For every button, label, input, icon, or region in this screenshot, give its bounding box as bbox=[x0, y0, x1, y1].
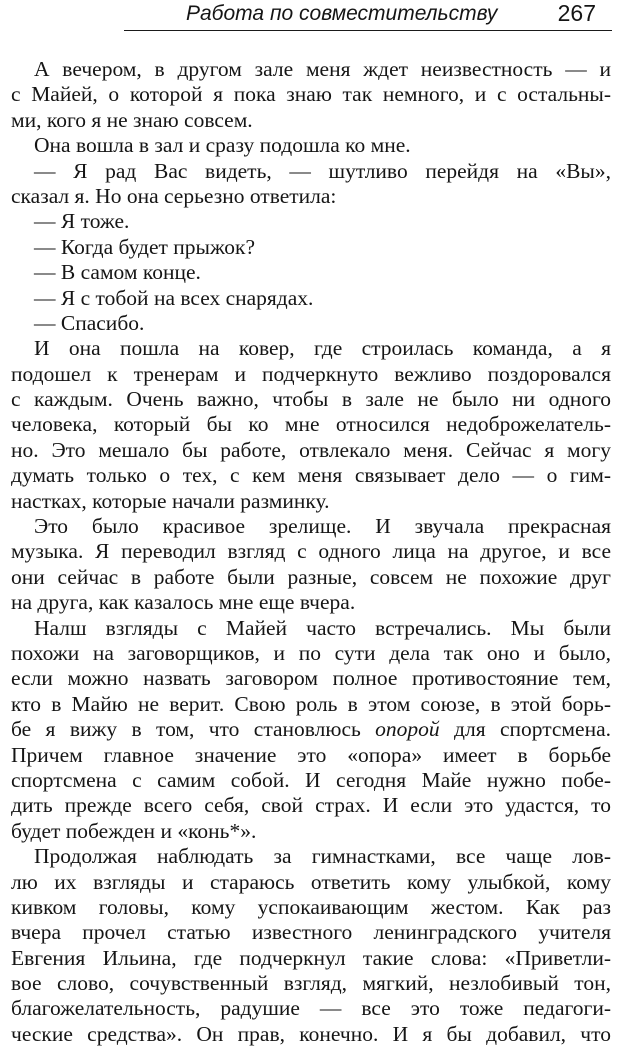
text-line: кивком головы, кому успокаивающим жестом. Как раз bbox=[11, 894, 611, 919]
text-line: похожи на заговорщиков, и по сути дела так оно и было, bbox=[11, 640, 611, 665]
header-rule bbox=[124, 30, 612, 31]
text-line: благожелательность, радушие — все это тоже педагоги- bbox=[11, 996, 611, 1021]
text-line: будет побежден и «конь*». bbox=[11, 818, 257, 843]
emphasized-word: опорой bbox=[375, 717, 440, 742]
running-title: Работа по совместительству bbox=[186, 2, 498, 25]
page-number: 267 bbox=[557, 0, 596, 26]
text-line: — Когда будет прыжок? bbox=[34, 234, 256, 259]
text-line: — В самом конце. bbox=[34, 260, 201, 285]
text-line: Это было красивое зрелище. И звучала прекрасная bbox=[34, 514, 611, 539]
text-line: на друга, как казалось мне еще вчера. bbox=[11, 590, 356, 615]
text-line: думать только о тех, с кем меня связывает дело — о гим- bbox=[11, 463, 611, 488]
text-line: Она вошла в зал и сразу подошла ко мне. bbox=[34, 133, 411, 158]
text-line: бе я вижу в том, что становлюсь опорой для спортсмена. bbox=[11, 717, 611, 742]
text-line: ми, кого я не знаю совсем. bbox=[11, 107, 253, 132]
text-line: вчера прочел статью известного ленинградского учителя bbox=[11, 920, 611, 945]
text-line: — Спасибо. bbox=[34, 310, 145, 335]
text-line: они сейчас в работе были разные, совсем не похожие друг bbox=[11, 564, 611, 589]
text-line: И она пошла на ковер, где строилась команда, а я bbox=[34, 336, 611, 361]
text-line: ческие средства». Он прав, конечно. И я бы добавил, что bbox=[11, 1021, 611, 1046]
text-line: сказал я. Но она серьезно ответила: bbox=[11, 183, 337, 208]
text-line: настках, которые начали разминку. bbox=[11, 488, 330, 513]
text-line: Продолжая наблюдать за гимнастками, все чаще лов- bbox=[34, 844, 611, 869]
text-line: Причем главное значение это «опора» имеет в борьбе bbox=[11, 742, 611, 767]
text-line: если можно назвать заговором полное противостояние тем, bbox=[11, 666, 611, 691]
text-line: лю их взгляды и стараюсь ответить кому улыбкой, кому bbox=[11, 869, 611, 894]
text-line: Евгения Ильина, где подчеркнул такие слова: «Приветли- bbox=[11, 945, 611, 970]
text-line: дить прежде всего себя, свой страх. И если это удастся, то bbox=[11, 793, 611, 818]
text-line: — Я с тобой на всех снарядах. bbox=[34, 285, 314, 310]
text-line: с каждым. Очень важно, чтобы в зале не было ни одного bbox=[11, 387, 611, 412]
text-line: — Я рад Вас видеть, — шутливо перейдя на «Вы», bbox=[34, 158, 611, 183]
text-line: вое слово, сочувственный взгляд, мягкий, незлобивый тон, bbox=[11, 971, 611, 996]
page-header bbox=[0, 0, 620, 36]
text-line: с Майей, о которой я пока знаю так немного, и с остальны- bbox=[11, 82, 611, 107]
text-line: кто в Майю не верит. Свою роль в этом союзе, в этой борь- bbox=[11, 691, 611, 716]
text-line: Налш взгляды с Майей часто встречались. Мы были bbox=[34, 615, 611, 640]
text-line: человека, который бы ко мне относился недоброжелатель- bbox=[11, 412, 611, 437]
text-line: подошел к тренерам и подчеркнуто вежливо поздоровался bbox=[11, 361, 611, 386]
text-line: музыка. Я переводил взгляд с одного лица на другое, и все bbox=[11, 539, 611, 564]
body-text bbox=[0, 57, 620, 1047]
text-line: А вечером, в другом зале меня ждет неизвестность — и bbox=[34, 57, 611, 81]
text-line: но. Это мешало бы работе, отвлекало меня. Сейчас я могу bbox=[11, 437, 611, 462]
text-line: — Я тоже. bbox=[34, 209, 130, 234]
text-line: спортсмена с самим собой. И сегодня Майе нужно побе- bbox=[11, 767, 611, 792]
